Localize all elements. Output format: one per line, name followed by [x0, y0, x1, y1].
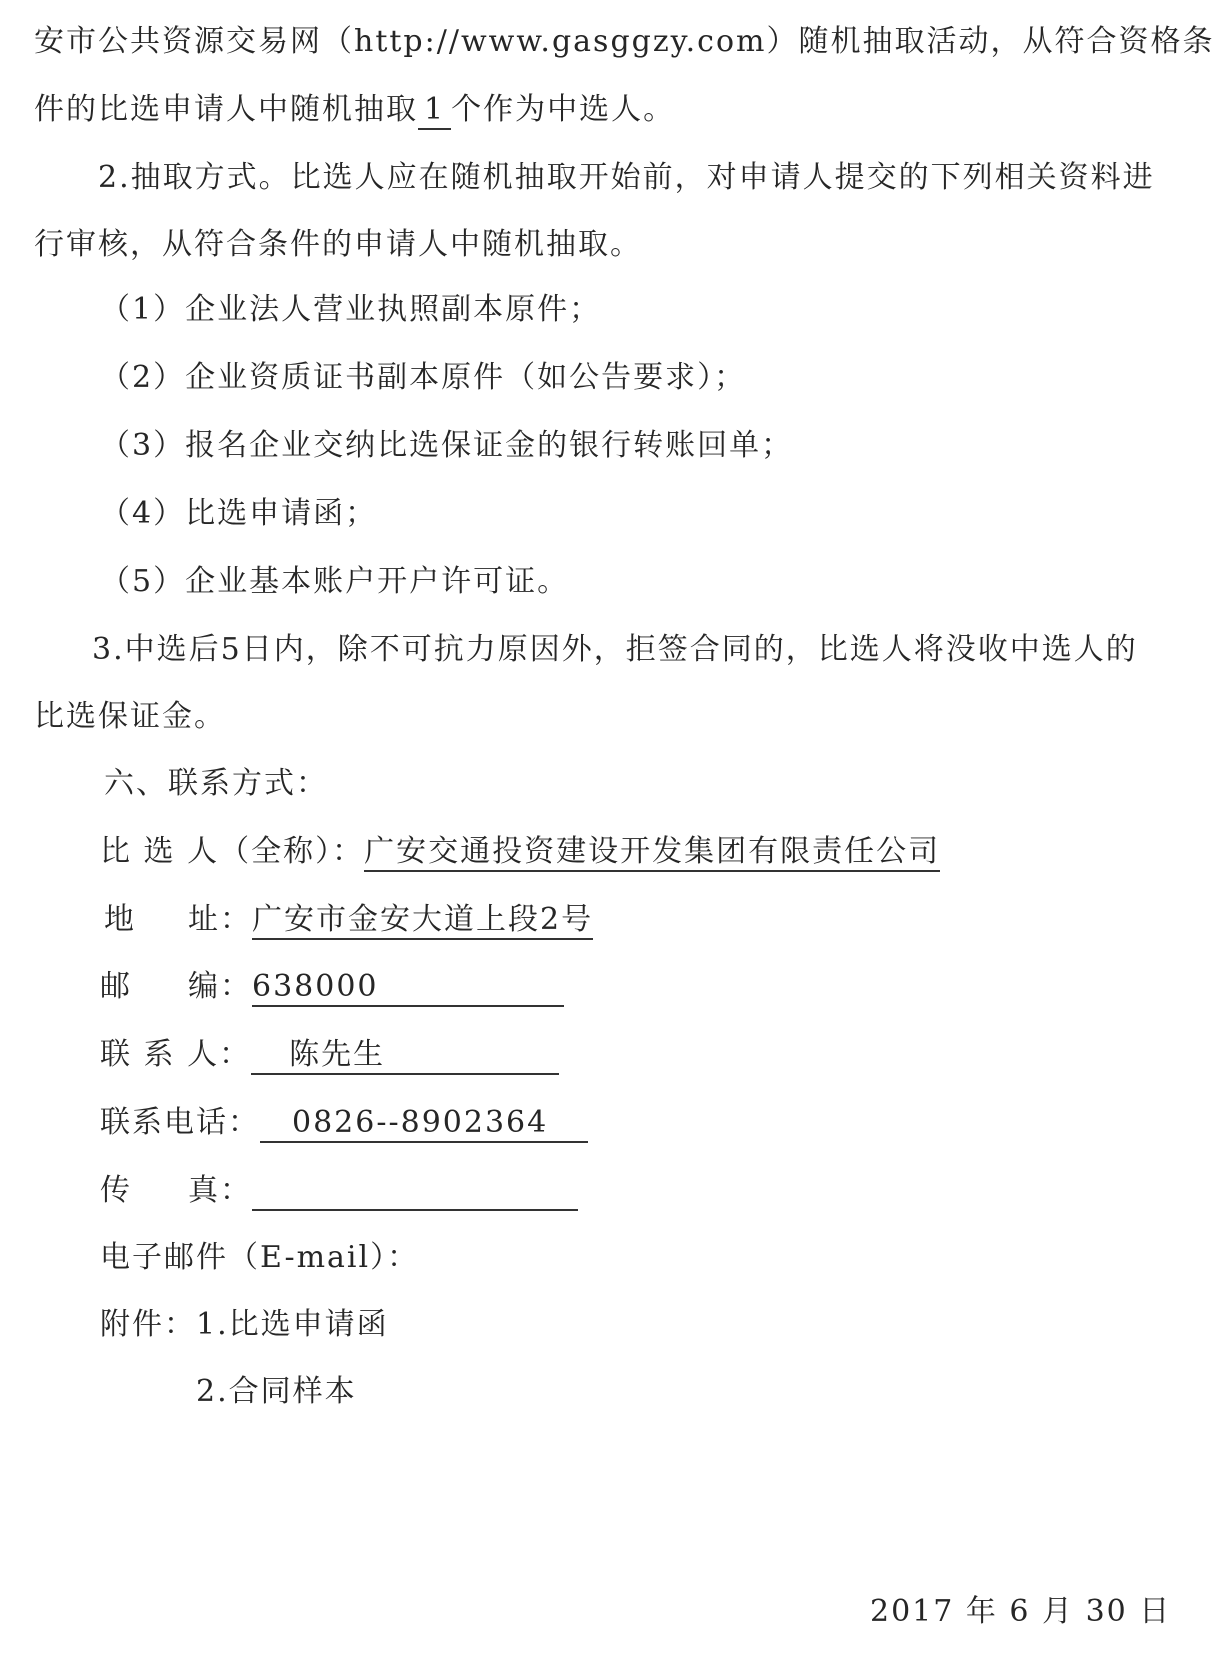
postcode-label-1: 邮 [100, 969, 132, 1004]
paragraph-1-line-1: 安市公共资源交易网（http://www.gasggzy.com）随机抽取活动，从符合资格条 [34, 24, 1215, 59]
address-label-2: 址： [188, 902, 252, 937]
material-item-5: （5）企业基本账户开户许可证。 [100, 564, 570, 599]
phone-value: 0826--8902364 [260, 1105, 588, 1143]
material-item-3: （3）报名企业交纳比选保证金的银行转账回单； [100, 428, 794, 463]
attachments-row [100, 1305, 389, 1345]
fax-label-2: 真： [188, 1173, 252, 1208]
postcode-value: 638000 [252, 969, 564, 1007]
document-date: 2017 年 6 月 30 日 [870, 1594, 1172, 1629]
postcode-label-2: 编： [188, 969, 252, 1004]
paragraph-2-line-2: 行审核，从符合条件的申请人中随机抽取。 [34, 227, 642, 262]
paragraph-1-line-2 [34, 90, 675, 130]
material-item-4: （4）比选申请函； [100, 496, 378, 531]
person-row [100, 1035, 559, 1075]
attachment-item-1: 1.比选申请函 [196, 1307, 389, 1342]
address-row [104, 900, 593, 940]
email-label: 电子邮件（E-mail）： [100, 1240, 420, 1275]
paragraph-2-line-1: 2.抽取方式。比选人应在随机抽取开始前，对申请人提交的下列相关资料进 [98, 160, 1155, 195]
fax-row [100, 1171, 578, 1211]
paragraph-1-line-2-post: 个作为中选人。 [451, 92, 676, 127]
tenderer-value: 广安交通投资建设开发集团有限责任公司 [364, 834, 940, 872]
material-item-2: （2）企业资质证书副本原件（如公告要求）； [100, 360, 747, 395]
attachment-item-2: 2.合同样本 [196, 1374, 357, 1409]
fax-label-1: 传 [100, 1173, 132, 1208]
address-label-1: 地 [104, 902, 136, 937]
tenderer-row [100, 832, 940, 872]
tenderer-label: 比 选 人（全称）： [100, 834, 365, 869]
paragraph-3-line-1: 3.中选后5日内，除不可抗力原因外，拒签合同的，比选人将没收中选人的 [92, 632, 1138, 667]
address-value: 广安市金安大道上段2号 [252, 902, 593, 940]
attachments-label: 附件： [100, 1307, 196, 1342]
postcode-row [100, 967, 564, 1007]
phone-row [100, 1103, 588, 1143]
draw-count: 1 [418, 92, 451, 130]
paragraph-1-line-2-pre: 件的比选申请人中随机抽取 [34, 92, 418, 127]
person-label: 联 系 人： [100, 1037, 252, 1072]
phone-label: 联系电话： [100, 1105, 260, 1140]
contact-heading: 六、联系方式： [104, 766, 328, 801]
material-item-1: （1）企业法人营业执照副本原件； [100, 292, 602, 327]
paragraph-3-line-2: 比选保证金。 [34, 699, 226, 734]
person-value: 陈先生 [251, 1037, 559, 1075]
fax-value [252, 1173, 578, 1211]
